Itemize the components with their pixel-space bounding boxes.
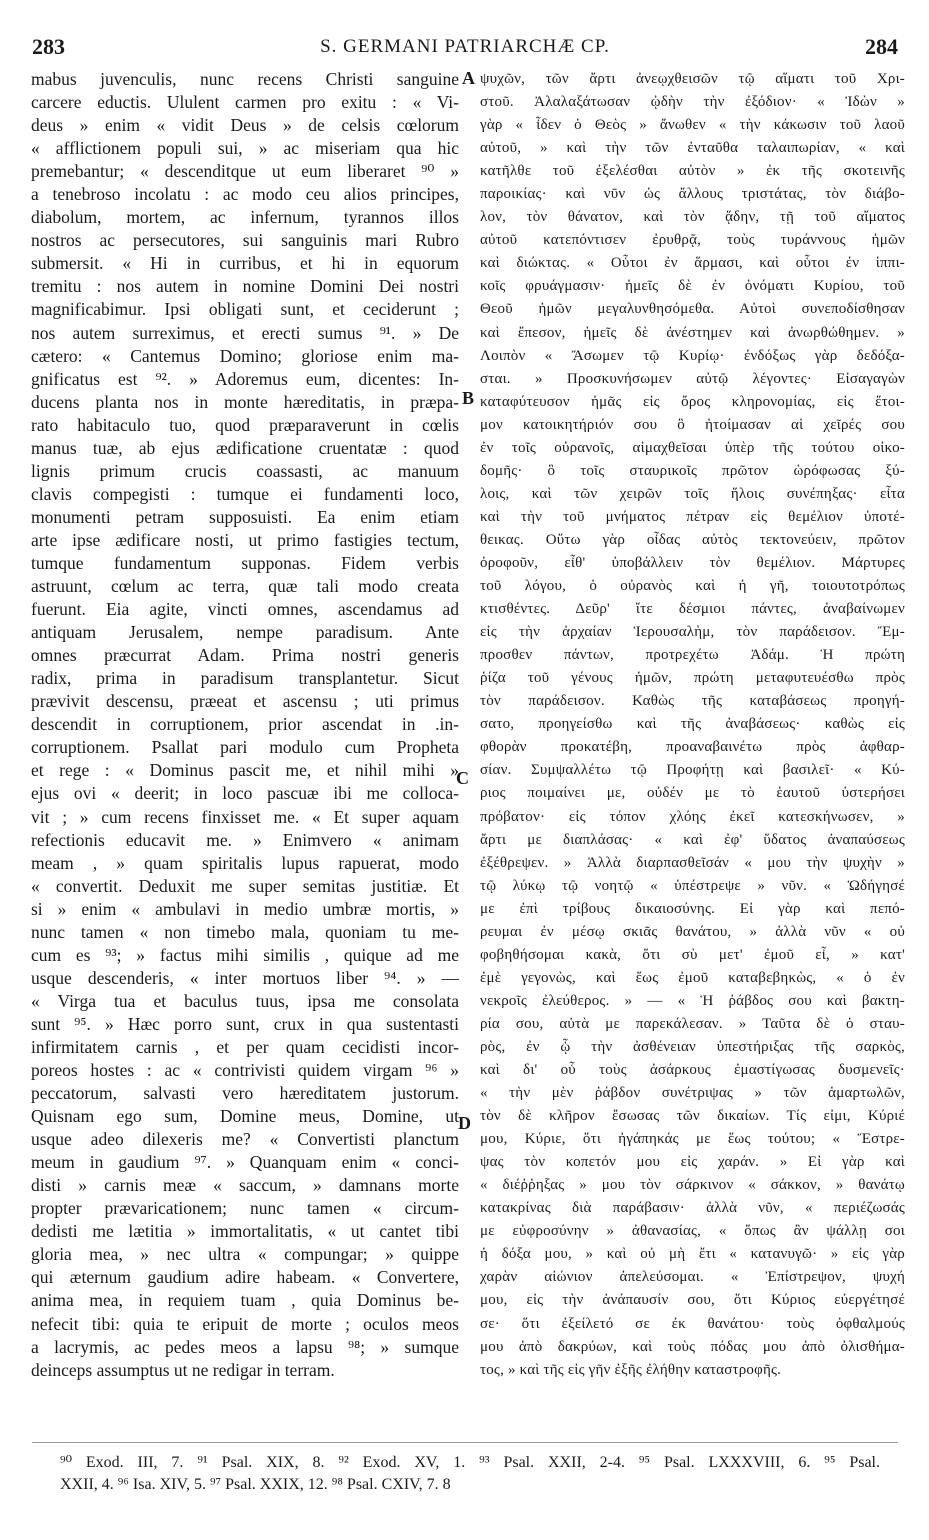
greek-text-line: δομῆς· ὃ τοῖς σταυρικοῖς πρῶτον ὡρόφωσας ξύ- xyxy=(480,462,905,479)
greek-text-line: σίαν. Συμψαλλέτω τῷ Προφήτῃ καὶ βασιλεῖ· « Κύ- xyxy=(480,762,905,779)
greek-text-line: ἄρτι με διαπλάσας· « καὶ ἐφ' ὕδατος ἀναπαύσεως xyxy=(480,831,905,848)
greek-text-line: ρευμαι ἐν μέσῳ σκιᾶς θανάτου, » ἀλλὰ νῦν « οὐ xyxy=(480,923,905,940)
greek-text-line: καὶ τὴν τοῦ μνήματος πέτραν εἰς θεμέλιον ὑποτέ- xyxy=(480,508,905,525)
page-number-right: 284 xyxy=(865,34,898,59)
latin-text-line: peccatorum, salvasti vero hæreditatem justorum. xyxy=(31,1083,459,1104)
latin-text-line: infirmitatem carnis , et per quam cecidisti incor- xyxy=(31,1036,459,1057)
greek-text-line: κοῖς φρυάγμασιν· ἡμεῖς δὲ ἐν ὀνόματι Κυρίου, τοῦ xyxy=(480,278,905,295)
greek-text-line: πρόβατον· εἰς τόπον χλόης ἐκεῖ κατεσκήνωσεν, » xyxy=(480,808,905,825)
latin-text-line: lignis primum crucis coassasti, ac manuum xyxy=(31,460,459,481)
greek-text-line: καὶ δι' οὗ τοὺς ἀσάρκους ἐμαστίγωσας δυσμενεῖς· xyxy=(480,1062,905,1079)
greek-text-line: στοῦ. Ἀλαλαξάτωσαν ᾠδὴν τὴν ἐξόδιον· « Ἰδὼν » xyxy=(480,94,905,111)
latin-text-line: nefecit tibi: quia te eripuit de morte ; oculos meos xyxy=(31,1313,459,1334)
latin-text-line: carcere eductis. Ululent carmen pro exitu : « Vi- xyxy=(31,92,459,113)
greek-text-line: με ἐπὶ τρίβους δικαιοσύνης. Εἰ γὰρ καὶ πεπό- xyxy=(480,900,905,917)
footnotes xyxy=(60,1452,880,1496)
greek-text-line: τῷ λύκῳ τῷ νοητῷ « ὑπέστρεψε » νῦν. « Ὡδήγησέ xyxy=(480,877,905,894)
greek-text-line: « διέῤῥηξας » μου τὸν σάρκινον « σάκκον, » θανάτῳ xyxy=(480,1177,905,1194)
latin-text-line: magnificabimur. Ipsi obligati sunt, et ceciderunt ; xyxy=(31,299,459,320)
greek-text-line: κτισθέντες. Δεῦρ' ἴτε δέσμιοι πάντες, ἀναβαίνωμεν xyxy=(480,601,905,618)
greek-text-line: καὶ διώκτας. « Οὗτοι ἐν ἅρμασι, καὶ οὗτοι ἐν ἱππι- xyxy=(480,255,905,272)
latin-text-line: meam , » quam spiritalis lupus rapuerat, modo xyxy=(31,852,459,873)
greek-text-line: τὸν παράδεισον. Καθὼς τῆς καταβάσεως προηγή- xyxy=(480,693,905,710)
greek-text-line: ῥίζα τοῦ γένους ἡμῶν, πρώτη μεταφυτευέσθω πρὸς xyxy=(480,670,905,687)
latin-text-line: « convertit. Deduxit me super semitas justitiæ. Et xyxy=(31,875,459,896)
greek-text-line: Θεοῦ ἡμῶν μεγαλυνθησόμεθα. Αὐτοὶ συνεποδίσθησαν xyxy=(480,301,905,318)
greek-text-line: τὸν δὲ κλῆρον ἔσωσας τῶν δικαίων. Τίς εἰμι, Κύριέ xyxy=(480,1108,905,1125)
latin-text-line: usque adeo dilexeris me? « Convertisti planctum xyxy=(31,1129,459,1150)
greek-text-line: θεικας. Οὕτω γὰρ οἶδας αὐτὸς τεκτονεύειν, πρῶτον xyxy=(480,531,905,548)
latin-text-line: mabus juvenculis, nunc recens Christi sanguine xyxy=(31,69,459,89)
latin-text-line: submersit. « Hi in curribus, et hi in equorum xyxy=(31,253,459,274)
footnote-rule xyxy=(32,1442,898,1443)
greek-text-line: τος, » καὶ τῆς εἰς γῆν ἐξῆς ἐλήθην καταστροφῆς. xyxy=(480,1361,782,1378)
greek-text-line: ἐμὲ γεγονὼς, καὶ ἕως ἐμοῦ καταβεβηκὼς, « ὁ ἐν xyxy=(480,969,905,986)
footnote-line: ⁹⁰ Exod. III, 7. ⁹¹ Psal. XIX, 8. ⁹² Exod. XV, 1. ⁹³ Psal. XXII, 2-4. ⁹⁵ Psal. LXXXVIII, 6. ⁹⁵ Psal. xyxy=(60,1454,880,1471)
greek-text-line: ἡ δόξα μου, » καὶ οὐ μὴ ἔτι « κατανυγῶ· » εἰς γὰρ xyxy=(480,1246,905,1263)
greek-text-line: ψας τὸν κοπετόν μου εἰς χαράν. » Εἰ γὰρ καὶ xyxy=(480,1154,905,1171)
latin-text-line: et rege : « Dominus pascit me, et nihil mihi » xyxy=(31,760,459,781)
greek-text-line: νεκροῖς ἐλεύθερος. » — « Ἡ ῥάβδος σου καὶ βακτη- xyxy=(480,992,905,1009)
greek-text-line: κατῆλθε τοῦ ἐξελέσθαι αὐτὸν » ἐκ τῆς σκοτεινῆς xyxy=(480,163,905,180)
greek-text-line: εἰς τὴν ἀρχαίαν Ἱερουσαλὴμ, τὸν παράδεισον. Ἔμ- xyxy=(480,624,905,641)
latin-text-line: disti » carnis meæ « saccum, » damnans morte xyxy=(31,1175,459,1196)
latin-text-line: astruunt, cœlum ac terra, quæ tali modo creata xyxy=(31,576,459,597)
page-header xyxy=(32,34,898,64)
latin-text-line: ducens planta nos in monte hæreditatis, in præpa- xyxy=(31,391,459,412)
greek-text-line: ριος ποιμαίνει με, οὐδέν με τὸ ἑαυτοῦ ὑστερήσει xyxy=(480,785,905,802)
latin-column xyxy=(31,68,459,1382)
latin-text-line: diabolum, mortem, ac infernum, tyrannos illos xyxy=(31,207,459,228)
greek-text-line: τοῦ λόγου, ὁ οὐρανὸς καὶ ἡ γῆ, τοιουτοτρόπως xyxy=(480,578,905,595)
footnote-line: XXII, 4. ⁹⁶ Isa. XIV, 5. ⁹⁷ Psal. XXIX, 12. ⁹⁸ Psal. CXIV, 7. 8 xyxy=(60,1476,451,1493)
margin-marker-b: B xyxy=(462,388,475,408)
greek-text-line: λον, τὸν θάνατον, καὶ τὸν ᾅδην, τῇ τοῦ αἵματος xyxy=(480,209,905,226)
latin-text-line: fuerunt. Eia agite, vincti omnes, ascendamus ad xyxy=(31,599,459,620)
latin-text-line: cætero: « Cantemus Domino; gloriose enim ma- xyxy=(31,345,459,366)
latin-text-line: radix, prima in paradisum transplantetur. Sicut xyxy=(31,668,459,689)
latin-text-line: tremitu : nos autem in nomine Domini Dei nostri xyxy=(31,276,459,297)
greek-text-line: αὐτοῦ, » καὶ τὴν τῶν ἐνταῦθα ταλαιπωρίαν, « καὶ xyxy=(480,140,905,157)
latin-text-line: dedisti me lætitia » immortalitatis, « ut cantet tibi xyxy=(31,1221,459,1242)
greek-text-line: παροικίας· καὶ νῦν ὡς ἄλλους τριστάτας, τὸν διάβο- xyxy=(480,186,905,203)
greek-text-line: Λοιπὸν « Ἄσωμεν τῷ Κυρίῳ· ἐνδόξως γὰρ δεδόξα- xyxy=(480,347,905,364)
greek-text-line: λοις, καὶ τῶν χειρῶν τοῖς ἥλοις συνέπηξας· εἶτα xyxy=(480,485,905,502)
latin-text-line: Quisnam ego sum, Domine meus, Domine, ut xyxy=(31,1106,459,1127)
greek-text-line: καταφύτευσον ἡμᾶς εἰς ὄρος κληρονομίας, εἰς ἕτοι- xyxy=(480,393,905,410)
greek-text-line: « τὴν μὲν ῥάβδον συνέτριψας » τῶν ἁμαρτωλῶν, xyxy=(480,1085,905,1102)
latin-text-line: tumque fundamentum supponas. Fidem verbis xyxy=(31,552,459,573)
latin-text-line: deinceps assumptus ut ne redigar in terram. xyxy=(31,1359,335,1380)
greek-text-line: ρὸς, ἐν ᾧ τὴν ἀσθένειαν ὑπεστήριξας τῆς σαρκὸς, xyxy=(480,1038,905,1055)
latin-text-line: « Virga tua et baculus tuus, ipsa me consolata xyxy=(31,990,459,1011)
latin-text-line: nunc tamen « non timebo mala, quoniam tu me- xyxy=(31,921,459,942)
latin-text-line: ejus ovi « deerit; in loco pascuæ ibi me colloca- xyxy=(31,783,459,804)
greek-text-line: σατο, προηγείσθω καὶ τῆς ἀναβάσεως· καθὼς εἰς xyxy=(480,716,905,733)
greek-text-line: μου ἀπὸ δακρύων, καὶ τοὺς πόδας μου ἀπὸ ὀλισθήμα- xyxy=(480,1338,905,1355)
latin-text-line: refectionis educavit me. » Enimvero « animam xyxy=(31,829,459,850)
latin-text-line: si » enim « ambulavi in medio umbræ mortis, » xyxy=(31,898,459,919)
latin-text-line: manus tuæ, ab ejus ædificatione cruentatæ : quod xyxy=(31,437,459,458)
latin-text-line: corruptionem. Psallat pari modulo cum Propheta xyxy=(31,737,459,758)
greek-text-line: μου, Κύριε, ὅτι ἠγάπηκάς με ἕως τούτου; « Ἔστρε- xyxy=(480,1131,905,1148)
latin-text-line: gnificatus est ⁹². » Adoremus eum, dicentes: In- xyxy=(31,368,459,389)
latin-text-line: prævivit descensu, præeat et ascensu ; uti primus xyxy=(31,691,459,712)
latin-text-line: cum es ⁹³; » factus mihi similis , quique ad me xyxy=(31,944,459,965)
greek-text-line: προσθεν πάντων, προτρεχέτω Ἀδάμ. Ἡ πρώτη xyxy=(480,647,905,664)
latin-text-line: « afflictionem populi sui, » ac miseriam qua hic xyxy=(31,138,459,159)
latin-text-line: omnes præcurrat Adam. Prima nostri generis xyxy=(31,645,459,666)
greek-text-line: κατακρίνας διὰ παράβασιν· ἀλλὰ νῦν, « περιέζωσάς xyxy=(480,1200,905,1217)
latin-text-line: propter prævaricationem; nunc tamen « circum- xyxy=(31,1198,459,1219)
greek-text-line: μον κατοικητήριόν σου ὃ ἡτοίμασαν αἱ χεῖρές σου xyxy=(480,416,905,433)
greek-text-line: ὀροφοῦν, εἶθ' ὑποβάλλειν τὸν θεμέλιον. Μάρτυρες xyxy=(480,554,905,571)
latin-text-line: nos autem surreximus, et erecti sumus ⁹¹. » De xyxy=(31,322,459,343)
latin-text-line: usque descenderis, « inter mortuos liber ⁹⁴. » — xyxy=(31,967,459,988)
greek-text-line: ψυχῶν, τῶν ἄρτι ἀνεῳχθεισῶν τῷ αἵματι τοῦ Χρι- xyxy=(480,71,905,87)
greek-text-line: γὰρ « ἶδεν ὁ Θεὸς » ἄνωθεν « τὴν κάκωσιν τοῦ λαοῦ xyxy=(480,117,905,134)
greek-text-line: ἐν τοῖς οὐρανοῖς, αἱμαχθεῖσαι ὑπὲρ τῆς τούτου οἰκο- xyxy=(480,439,905,456)
greek-text-line: χαρὰν αἰώνιον ἀπελεύσομαι. « Ἐπίστρεψον, ψυχή xyxy=(480,1269,905,1286)
latin-text-line: poreos hostes : ac « contrivisti quidem virgam ⁹⁶ » xyxy=(31,1060,459,1081)
greek-text-line: αὐτοῦ κατεπόντισεν ἐρυθρᾷ, τοὺς τυράννους ἡμῶν xyxy=(480,232,905,249)
greek-text-line: ρία σου, αὐτὰ με παρεκάλεσαν. » Ταῦτα δὲ ὁ σταυ- xyxy=(480,1015,905,1032)
latin-text-line: sunt ⁹⁵. » Hæc porro sunt, crux in qua sustentasti xyxy=(31,1013,459,1034)
greek-text-line: με εὐφροσύνην » ἀθανασίας, « ὅπως ἂν ψάλλῃ σοι xyxy=(480,1223,905,1240)
latin-text-line: qui æternum gaudium adire habeam. « Convertere, xyxy=(31,1267,459,1288)
greek-text-line: φοβηθήσομαι κακὰ, ὅτι σὺ μετ' ἐμοῦ εἶ, » κατ' xyxy=(480,946,905,963)
greek-text-line: φθορὰν προκατέβη, προαναβαινέτω πρὸς ἀφθαρ- xyxy=(480,739,905,756)
greek-text-line: σε· ὅτι ἐξείλετό σε ἐκ θανάτου· τοὺς ὀφθαλμούς xyxy=(480,1315,905,1332)
greek-text-line: ἐξέθρεψεν. » Ἀλλὰ διαρπασθεῖσάν « μου τὴν ψυχὴν » xyxy=(480,854,905,871)
latin-text-line: monumenti petram supposuisti. Ea enim etiam xyxy=(31,506,459,527)
latin-text-line: arte ipse ædificare nosti, ut primo fastigies tectum, xyxy=(31,529,459,550)
latin-text-line: descendit in corruptionem, prior ascendat in .in- xyxy=(31,714,459,735)
latin-text-line: a lacrymis, ac pedes meos a lapsu ⁹⁸; » sumque xyxy=(31,1336,459,1357)
greek-text-line: καὶ ἔπεσον, ἡμεῖς δὲ ἀνέστημεν καὶ ἀνωρθώθημεν. » xyxy=(480,324,905,341)
latin-text-line: antiquam Jerusalem, nempe paradisum. Ante xyxy=(31,622,459,643)
greek-text-line: μου, εἰς τὴν ἀνάπαυσίν σου, ὅτι Κύριος εὐεργέτησέ xyxy=(480,1292,905,1309)
margin-marker-d: D xyxy=(458,1113,471,1133)
margin-marker-c: C xyxy=(456,768,469,788)
page-number-left: 283 xyxy=(32,34,65,59)
latin-text-line: clavis compegisti : tumque ei fundamenti loco, xyxy=(31,483,459,504)
latin-text-line: a tenebroso incolatu : ac modo ceu alios principes, xyxy=(31,184,459,205)
latin-text-line: meum in gaudium ⁹⁷. » Quanquam enim « conci- xyxy=(31,1152,459,1173)
greek-text-line: σται. » Προσκυνήσωμεν αὐτῷ λέγοντες· Εἰσαγαγὼν xyxy=(480,370,905,387)
latin-text-line: deus » enim « vidit Deus » de celsis cœlorum xyxy=(31,115,459,136)
latin-text-line: gloria mea, » nec ultra « compungar; » quippe xyxy=(31,1244,459,1265)
latin-text-line: anima mea, in requiem tuam , quia Dominus be- xyxy=(31,1290,459,1311)
latin-text-line: nostros ac persecutores, sui sanguinis mari Rubro xyxy=(31,230,459,251)
latin-text-line: vit ; » cum recens finxisset me. « Et super aquam xyxy=(31,806,459,827)
greek-column xyxy=(480,68,905,1382)
latin-text-line: premebantur; « descenditque ut eum liberaret ⁹⁰ » xyxy=(31,161,459,182)
margin-marker-a: A xyxy=(462,68,475,88)
running-title: S. GERMANI PATRIARCHÆ CP. xyxy=(320,36,610,57)
latin-text-line: rato habitaculo tuo, quod præparaverunt in cœlis xyxy=(31,414,459,435)
